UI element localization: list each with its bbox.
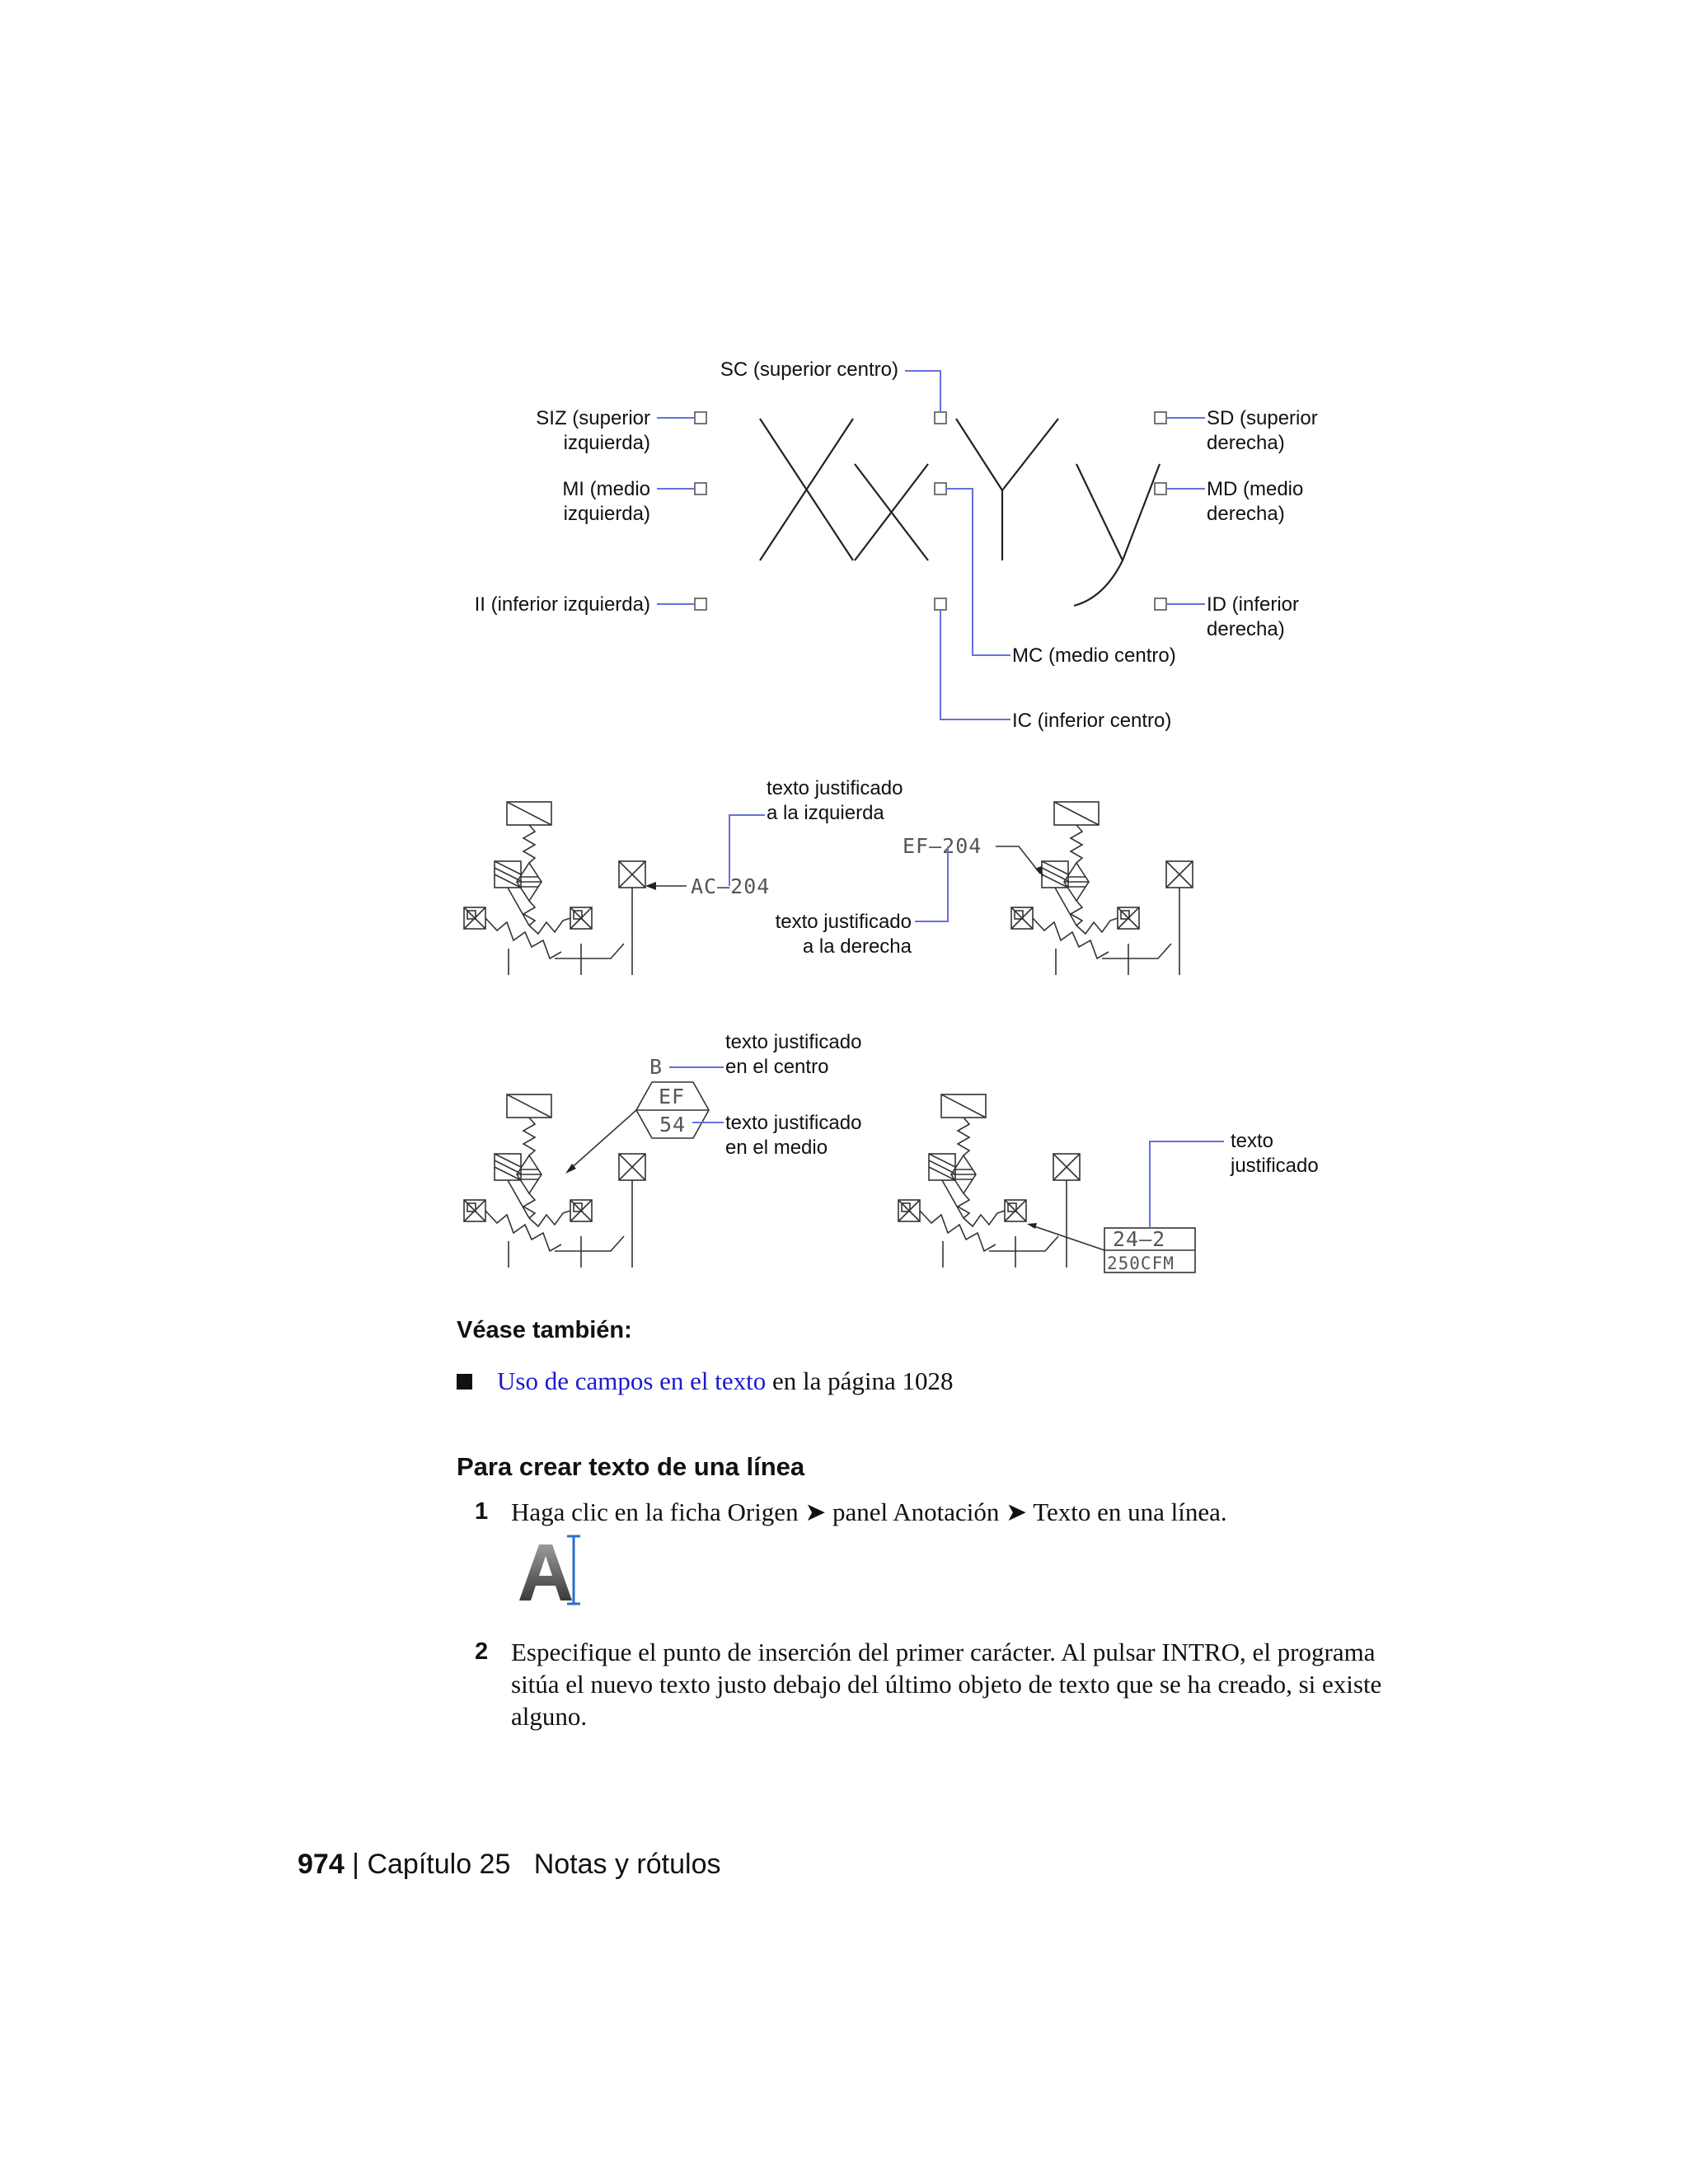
label-sd-2: derecha): [1207, 432, 1285, 454]
label-siz-1: SIZ (superior: [536, 407, 650, 429]
example-right-justified: [776, 802, 1193, 975]
label-center-justified-1: texto justificado: [725, 1031, 862, 1053]
chapter-title: Notas y rótulos: [533, 1849, 721, 1880]
label-mc: MC (medio centro): [1012, 644, 1176, 667]
label-ic: IC (inferior centro): [1012, 710, 1172, 732]
tag-ac-204: AC—204: [691, 874, 771, 898]
label-middle-justified-2: en el medio: [725, 1137, 828, 1159]
label-sd-1: SD (superior: [1207, 407, 1318, 429]
step-text: Especifique el punto de inserción del primer carácter. Al pulsar INTRO, el programa sitúa el nuevo texto justo debajo del último objeto de texto que se ha creado, si existe alguno.: [511, 1638, 1382, 1731]
step-text: Haga clic en la ficha Origen ➤ panel Anotación ➤ Texto en una línea.: [511, 1497, 1227, 1526]
box-tag-250cfm: 250CFM: [1107, 1254, 1175, 1273]
see-also-item: [457, 1366, 954, 1396]
example-center-middle: [464, 1031, 861, 1268]
page-footer: [298, 1849, 720, 1881]
see-also-link[interactable]: Uso de campos en el texto: [497, 1366, 767, 1395]
label-sc: SC (superior centro): [720, 359, 898, 381]
single-line-text-icon: [516, 1535, 585, 1609]
tag-ef-204: EF—204: [903, 834, 982, 858]
label-ii: II (inferior izquierda): [474, 593, 650, 616]
see-also-entry: [497, 1366, 954, 1396]
justification-diagram: [475, 359, 1318, 732]
example-justified-box: [898, 1094, 1319, 1273]
label-middle-justified-1: texto justificado: [725, 1112, 862, 1134]
step-number: 2: [475, 1638, 489, 1665]
label-right-justified-1: texto justificado: [775, 911, 912, 933]
hex-tag-54: 54: [659, 1113, 687, 1137]
label-id-2: derecha): [1207, 618, 1285, 640]
label-md-1: MD (medio: [1207, 478, 1304, 500]
box-tag-24-2: 24—2: [1113, 1227, 1166, 1251]
label-right-justified-2: a la derecha: [802, 935, 912, 958]
label-siz-2: izquierda): [563, 432, 650, 454]
see-also-heading: Véase también:: [457, 1317, 632, 1343]
footer-separator: |: [344, 1849, 368, 1880]
see-also-page-ref: en la página 1028: [766, 1366, 954, 1395]
label-justified-2: justificado: [1231, 1155, 1319, 1177]
chapter-label: Capítulo 25: [367, 1849, 511, 1880]
label-left-justified-1: texto justificado: [767, 777, 903, 799]
label-id-1: ID (inferior: [1207, 593, 1300, 616]
hex-tag-ef: EF: [659, 1085, 686, 1108]
bullet-square-icon: [457, 1374, 472, 1390]
label-left-justified-2: a la izquierda: [767, 802, 884, 824]
label-center-justified-2: en el centro: [725, 1056, 829, 1078]
tag-b: B: [649, 1055, 663, 1079]
step-number: 1: [475, 1498, 489, 1525]
procedure-heading: Para crear texto de una línea: [457, 1452, 805, 1481]
label-md-2: derecha): [1207, 503, 1285, 525]
label-mi-2: izquierda): [563, 503, 650, 525]
label-mi-1: MI (medio: [562, 478, 650, 500]
label-justified-1: texto: [1231, 1130, 1274, 1152]
page-number: 974: [298, 1849, 345, 1880]
